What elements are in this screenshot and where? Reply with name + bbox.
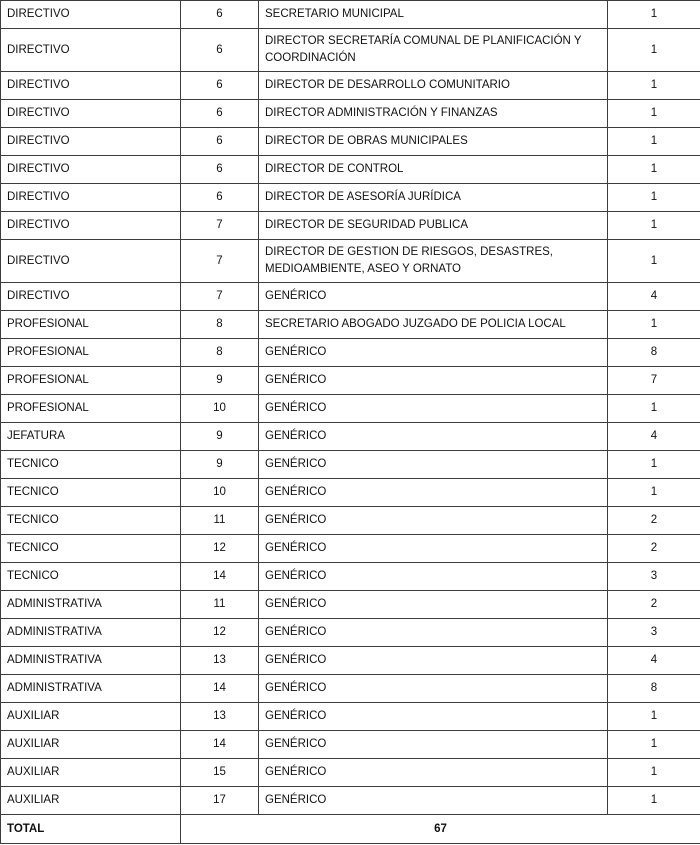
count-cell: 3	[608, 619, 700, 647]
category-cell: AUXILIAR	[1, 731, 181, 759]
position-cell: GENÉRICO	[259, 591, 608, 619]
total-row	[1, 815, 700, 844]
count-cell: 7	[608, 367, 700, 395]
grade-cell: 7	[181, 240, 259, 283]
category-cell: TECNICO	[1, 479, 181, 507]
category-cell: ADMINISTRATIVA	[1, 647, 181, 675]
count-cell: 1	[608, 128, 700, 156]
table-row	[1, 647, 700, 675]
count-cell: 1	[608, 479, 700, 507]
category-cell: AUXILIAR	[1, 759, 181, 787]
table-row	[1, 787, 700, 815]
table-row	[1, 29, 700, 72]
table-row	[1, 339, 700, 367]
table-row	[1, 731, 700, 759]
grade-cell: 11	[181, 591, 259, 619]
table-row	[1, 156, 700, 184]
table-row	[1, 535, 700, 563]
category-cell: PROFESIONAL	[1, 311, 181, 339]
category-cell: DIRECTIVO	[1, 29, 181, 72]
count-cell: 1	[608, 100, 700, 128]
grade-cell: 12	[181, 619, 259, 647]
count-cell: 1	[608, 787, 700, 815]
grade-cell: 14	[181, 731, 259, 759]
category-cell: DIRECTIVO	[1, 212, 181, 240]
table-row	[1, 184, 700, 212]
category-cell: TECNICO	[1, 563, 181, 591]
table-row	[1, 100, 700, 128]
position-cell: DIRECTOR DE OBRAS MUNICIPALES	[259, 128, 608, 156]
grade-cell: 7	[181, 212, 259, 240]
position-cell: DIRECTOR DE ASESORÍA JURÍDICA	[259, 184, 608, 212]
table-body	[1, 1, 700, 815]
table-row	[1, 703, 700, 731]
category-cell: PROFESIONAL	[1, 395, 181, 423]
table-row	[1, 395, 700, 423]
count-cell: 1	[608, 311, 700, 339]
position-cell: SECRETARIO ABOGADO JUZGADO DE POLICIA LOCAL	[259, 311, 608, 339]
category-cell: ADMINISTRATIVA	[1, 619, 181, 647]
category-cell: PROFESIONAL	[1, 339, 181, 367]
grade-cell: 6	[181, 156, 259, 184]
count-cell: 2	[608, 507, 700, 535]
count-cell: 1	[608, 395, 700, 423]
position-cell: GENÉRICO	[259, 787, 608, 815]
count-cell: 1	[608, 1, 700, 29]
grade-cell: 6	[181, 29, 259, 72]
position-cell: GENÉRICO	[259, 339, 608, 367]
category-cell: ADMINISTRATIVA	[1, 591, 181, 619]
grade-cell: 6	[181, 72, 259, 100]
count-cell: 1	[608, 156, 700, 184]
grade-cell: 8	[181, 311, 259, 339]
grade-cell: 7	[181, 283, 259, 311]
grade-cell: 14	[181, 675, 259, 703]
table-row	[1, 423, 700, 451]
table-row	[1, 1, 700, 29]
total-value: 67	[181, 815, 700, 844]
position-cell: GENÉRICO	[259, 535, 608, 563]
grade-cell: 17	[181, 787, 259, 815]
count-cell: 8	[608, 339, 700, 367]
count-cell: 1	[608, 72, 700, 100]
count-cell: 1	[608, 184, 700, 212]
count-cell: 4	[608, 423, 700, 451]
total-label: TOTAL	[1, 815, 181, 844]
table-row	[1, 240, 700, 283]
position-cell: GENÉRICO	[259, 479, 608, 507]
category-cell: ADMINISTRATIVA	[1, 675, 181, 703]
table-row	[1, 283, 700, 311]
table-row	[1, 311, 700, 339]
position-cell: GENÉRICO	[259, 703, 608, 731]
grade-cell: 15	[181, 759, 259, 787]
count-cell: 4	[608, 283, 700, 311]
grade-cell: 6	[181, 128, 259, 156]
grade-cell: 10	[181, 395, 259, 423]
position-cell: DIRECTOR SECRETARÍA COMUNAL DE PLANIFICACIÓN Y COORDINACIÓN	[259, 29, 608, 72]
position-cell: GENÉRICO	[259, 563, 608, 591]
grade-cell: 13	[181, 703, 259, 731]
position-cell: DIRECTOR DE SEGURIDAD PUBLICA	[259, 212, 608, 240]
category-cell: TECNICO	[1, 451, 181, 479]
table-row	[1, 591, 700, 619]
count-cell: 1	[608, 451, 700, 479]
position-cell: DIRECTOR ADMINISTRACIÓN Y FINANZAS	[259, 100, 608, 128]
grade-cell: 10	[181, 479, 259, 507]
count-cell: 1	[608, 240, 700, 283]
grade-cell: 11	[181, 507, 259, 535]
position-cell: GENÉRICO	[259, 675, 608, 703]
position-cell: GENÉRICO	[259, 283, 608, 311]
grade-cell: 9	[181, 423, 259, 451]
category-cell: DIRECTIVO	[1, 128, 181, 156]
table-row	[1, 451, 700, 479]
table-footer	[1, 815, 700, 844]
count-cell: 3	[608, 563, 700, 591]
category-cell: AUXILIAR	[1, 787, 181, 815]
grade-cell: 6	[181, 100, 259, 128]
count-cell: 1	[608, 731, 700, 759]
grade-cell: 9	[181, 367, 259, 395]
count-cell: 2	[608, 535, 700, 563]
position-cell: DIRECTOR DE DESARROLLO COMUNITARIO	[259, 72, 608, 100]
position-cell: GENÉRICO	[259, 367, 608, 395]
count-cell: 1	[608, 703, 700, 731]
grade-cell: 8	[181, 339, 259, 367]
category-cell: DIRECTIVO	[1, 156, 181, 184]
position-cell: GENÉRICO	[259, 451, 608, 479]
category-cell: DIRECTIVO	[1, 184, 181, 212]
count-cell: 4	[608, 647, 700, 675]
table-row	[1, 675, 700, 703]
position-cell: DIRECTOR DE CONTROL	[259, 156, 608, 184]
grade-cell: 14	[181, 563, 259, 591]
grade-cell: 6	[181, 1, 259, 29]
position-cell: GENÉRICO	[259, 731, 608, 759]
position-cell: GENÉRICO	[259, 759, 608, 787]
grade-cell: 6	[181, 184, 259, 212]
table-row	[1, 367, 700, 395]
grade-cell: 12	[181, 535, 259, 563]
category-cell: DIRECTIVO	[1, 283, 181, 311]
position-cell: GENÉRICO	[259, 619, 608, 647]
category-cell: TECNICO	[1, 535, 181, 563]
category-cell: PROFESIONAL	[1, 367, 181, 395]
category-cell: DIRECTIVO	[1, 72, 181, 100]
table-row	[1, 128, 700, 156]
category-cell: DIRECTIVO	[1, 240, 181, 283]
grade-cell: 13	[181, 647, 259, 675]
count-cell: 8	[608, 675, 700, 703]
count-cell: 2	[608, 591, 700, 619]
table-row	[1, 72, 700, 100]
count-cell: 1	[608, 212, 700, 240]
position-cell: DIRECTOR DE GESTION DE RIESGOS, DESASTRES, MEDIOAMBIENTE, ASEO Y ORNATO	[259, 240, 608, 283]
position-cell: GENÉRICO	[259, 507, 608, 535]
grade-cell: 9	[181, 451, 259, 479]
category-cell: JEFATURA	[1, 423, 181, 451]
category-cell: TECNICO	[1, 507, 181, 535]
position-cell: GENÉRICO	[259, 395, 608, 423]
table-row	[1, 759, 700, 787]
position-cell: SECRETARIO MUNICIPAL	[259, 1, 608, 29]
table-row	[1, 507, 700, 535]
table-row	[1, 479, 700, 507]
category-cell: DIRECTIVO	[1, 100, 181, 128]
category-cell: DIRECTIVO	[1, 1, 181, 29]
table-row	[1, 563, 700, 591]
category-cell: AUXILIAR	[1, 703, 181, 731]
position-cell: GENÉRICO	[259, 423, 608, 451]
table-row	[1, 212, 700, 240]
position-cell: GENÉRICO	[259, 647, 608, 675]
table-row	[1, 619, 700, 647]
count-cell: 1	[608, 29, 700, 72]
count-cell: 1	[608, 759, 700, 787]
